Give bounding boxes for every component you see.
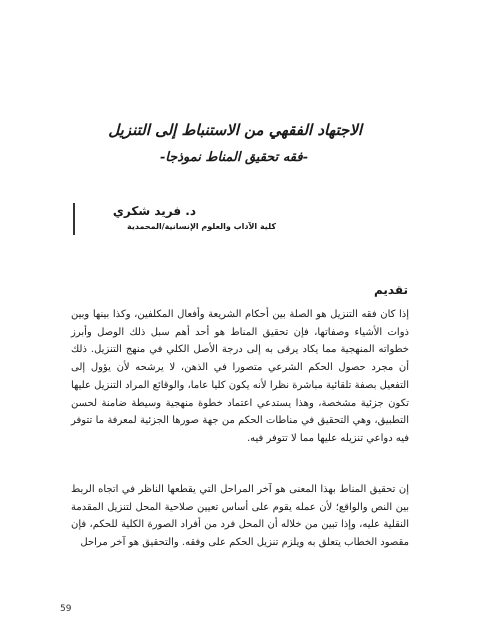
- body-paragraph: إذا كان فقه التنزيل هو الصلة بين أحكام الشريعة وأفعال المكلفين، وكذا بينها وبين ذوات الأشياء وصفاتها، فإن تحقيق المناط هو أحد أهم سبل ذلك الوصل وأبرز خطواته المنهجية مما يكاد يرقى به إلى درجة الأصل الكلي في منهج التنزيل. ذلك أن مجرد حصول الحكم الشرعي متصورا في الذهن، لا يرشحه لأن يؤول إلى التفعيل بصفة تلقائية مباشرة نظرا لأنه يكون كليا عاما، والوقائع المراد التنزيل عليها تكون جزئية مشخصة، وهذا يستدعي اعتماد خطوة منهجية وسيطة ضامنة لحسن التطبيق، وهي التحقيق في مناطات الحكم من جهة صورها الجزئية لمعرفة ما تتوفر فيه دواعي تنزيله عليها مما لا تتوفر فيه.: [71, 309, 409, 444]
- page-number: 59: [60, 604, 72, 614]
- article-title: الاجتهاد الفقهي من الاستنباط إلى التنزيل: [108, 121, 362, 139]
- author-divider: [73, 203, 75, 235]
- article-subtitle: -فقه تحقيق المناط نموذجا-: [159, 150, 308, 165]
- body-paragraph: إن تحقيق المناط بهذا المعنى هو آخر المراحل التي يقطعها الناظر في اتجاه الربط بين النص والواقع؛ لأن عمله يقوم على أساس تعيين صلاحية المحل لتنزيل المقدمة النقلية عليه، وإذا تبين من خلاله أن المحل فرد من أفراد الصورة الكلية للحكم، فإن مقصود الخطاب يتعلق به ويلزم تنزيل الحكم على وفقه. والتحقيق هو آخر مراحل: [71, 484, 409, 549]
- author-affiliation: كلية الآداب والعلوم الإنسانية/المحمدية: [127, 222, 276, 231]
- author-name: د. فريد شكري: [112, 204, 196, 218]
- section-heading: تقديم: [374, 283, 408, 297]
